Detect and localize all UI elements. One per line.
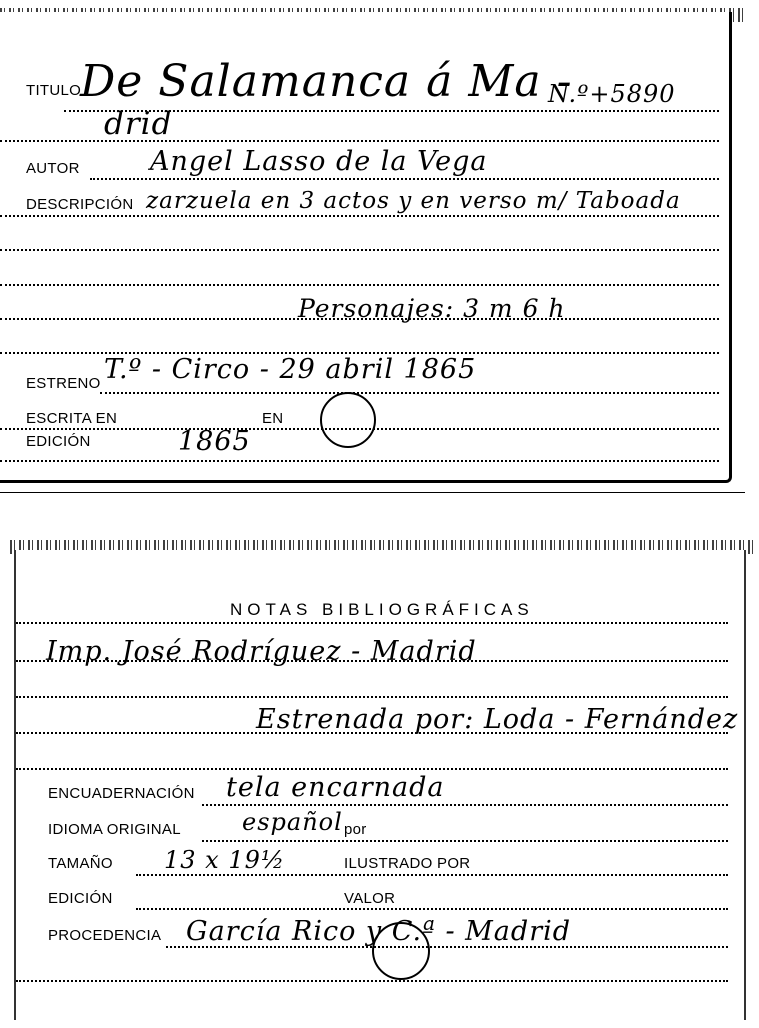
value-tamano: 13 x 19½: [164, 846, 286, 874]
value-descripcion: zarzuela en 3 actos y en verso m/ Taboada: [146, 188, 681, 214]
label-idioma-original: IDIOMA ORIGINAL: [48, 821, 181, 838]
rule: [100, 392, 719, 394]
label-procedencia: PROCEDENCIA: [48, 927, 162, 944]
label-autor: AUTOR: [26, 160, 80, 177]
rule: [166, 946, 728, 948]
label-titulo: TITULO: [26, 82, 82, 99]
rule: [0, 215, 719, 217]
value-procedencia: García Rico y C.ª - Madrid: [186, 916, 572, 947]
rule: [16, 980, 728, 982]
label-en: EN: [262, 410, 284, 427]
value-personajes: Personajes: 3 m 6 h: [298, 294, 566, 323]
label-edicion: EDICIÓN: [26, 433, 91, 450]
label-valor: VALOR: [344, 890, 396, 907]
note-line-2: Estrenada por: Loda - Fernández: [256, 704, 739, 735]
label-descripcion: DESCRIPCIÓN: [26, 196, 134, 213]
value-titulo-cont: drid: [104, 106, 173, 142]
catalog-card-notes: [14, 550, 746, 1020]
stamp-circle: [372, 922, 430, 980]
value-idioma-original: español: [242, 808, 343, 836]
rule: [0, 284, 719, 286]
rule: [16, 732, 728, 734]
value-autor: Angel Lasso de la Vega: [150, 146, 488, 177]
value-estreno: T.º - Circo - 29 abril 1865: [104, 354, 477, 385]
label-tamano: TAMAÑO: [48, 855, 113, 872]
card-separator: [0, 492, 745, 493]
rule: [16, 622, 728, 624]
rule: [16, 660, 728, 662]
rule: [136, 874, 728, 876]
rule: [0, 460, 719, 462]
value-encuadernacion: tela encarnada: [226, 772, 445, 803]
value-numero: N.º+5890: [548, 80, 676, 108]
note-line-1: Imp. José Rodríguez - Madrid: [46, 636, 477, 667]
label-encuadernacion: ENCUADERNACIÓN: [48, 785, 195, 802]
rule: [0, 428, 719, 430]
rule: [0, 140, 719, 142]
rule: [0, 318, 719, 320]
label-ilustrado-por: ILUSTRADO POR: [344, 855, 471, 872]
rule: [0, 249, 719, 251]
label-estreno: ESTRENO: [26, 375, 101, 392]
rule: [16, 768, 728, 770]
value-titulo: De Salamanca á Ma -: [80, 56, 573, 107]
rule: [202, 804, 728, 806]
value-edicion: 1865: [178, 426, 251, 457]
label-por: por: [344, 821, 367, 838]
label-edicion-2: EDICIÓN: [48, 890, 113, 907]
notes-title: NOTAS BIBLIOGRÁFICAS: [230, 600, 534, 619]
stamp-circle: [320, 392, 376, 448]
rule: [16, 696, 728, 698]
label-escrita-en: ESCRITA EN: [26, 410, 118, 427]
rule: [90, 178, 719, 180]
rule: [202, 840, 728, 842]
rule: [136, 908, 728, 910]
catalog-card-main: [0, 12, 732, 483]
